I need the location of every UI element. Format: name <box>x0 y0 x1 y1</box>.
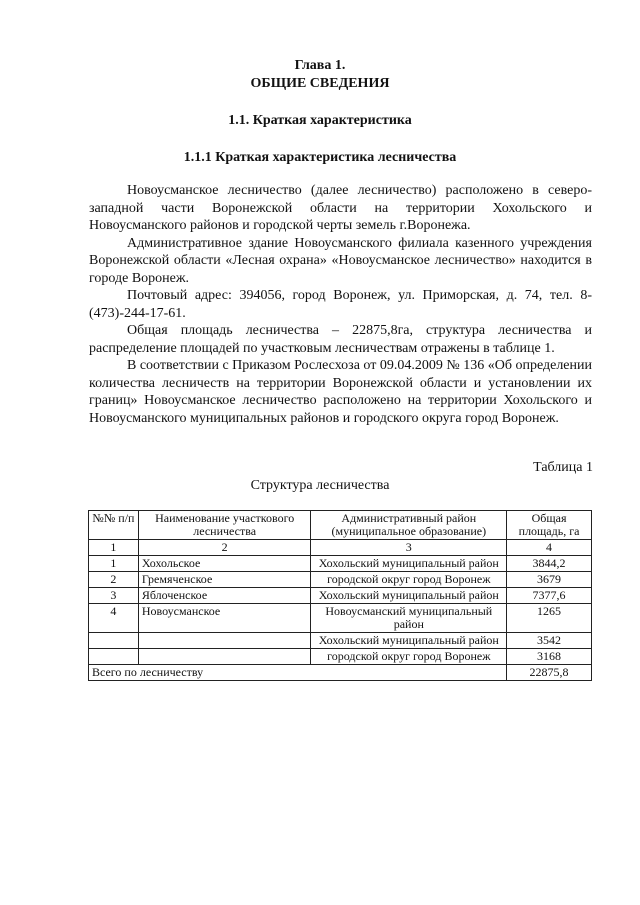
row-district: Новоусманский муниципальный район <box>311 604 507 633</box>
row-forestry-name: Новоусманское <box>138 604 311 633</box>
row-district: Хохольский муниципальный район <box>311 588 507 604</box>
row-area: 3542 <box>507 633 592 649</box>
row-number <box>89 633 139 649</box>
paragraph-postal-address: Почтовый адрес: 394056, город Воронеж, ул. Приморская, д. 74, тел. 8-(473)-244-17-61. <box>89 288 592 321</box>
header-district: Административный район (муниципальное образование) <box>311 511 507 540</box>
row-forestry-name <box>138 649 311 665</box>
row-area: 7377,6 <box>507 588 592 604</box>
total-value: 22875,8 <box>507 665 592 681</box>
table-column-number-row <box>89 540 592 556</box>
paragraph-order: В соответствии с Приказом Рослесхоза от 09.04.2009 № 136 «Об определении количества лесничеств на территории Воронежской области и установлении их границ» Новоусманское лесничество расположено на территории Хохольского и Новоусманского муниципальных районов и городского округа город Воронеж. <box>89 358 592 426</box>
column-number: 2 <box>138 540 311 556</box>
total-label: Всего по лесничеству <box>89 665 507 681</box>
column-number: 1 <box>89 540 139 556</box>
row-number: 4 <box>89 604 139 633</box>
row-forestry-name: Гремяченское <box>138 572 311 588</box>
paragraph-location: Новоусманское лесничество (далее лесничество) расположено в северо- западной части Воронежской области на территории Хохольского и Новоусманского районов и городской черты земель г.Воронежа. <box>89 183 592 233</box>
row-area: 3844,2 <box>507 556 592 572</box>
body-text <box>89 182 592 427</box>
table-row <box>89 604 592 633</box>
table-label: Таблица 1 <box>533 460 593 475</box>
row-number: 2 <box>89 572 139 588</box>
row-area: 1265 <box>507 604 592 633</box>
chapter-number: Глава 1. <box>294 58 346 73</box>
row-forestry-name <box>138 633 311 649</box>
row-forestry-name: Хохольское <box>138 556 311 572</box>
column-number: 4 <box>507 540 592 556</box>
row-district: Хохольский муниципальный район <box>311 556 507 572</box>
table-row <box>89 572 592 588</box>
table-caption: Структура лесничества <box>250 478 390 493</box>
section-title: 1.1. Краткая характеристика <box>228 113 412 128</box>
forestry-structure-table <box>88 510 592 681</box>
row-district: городской округ город Воронеж <box>311 649 507 665</box>
paragraph-total-area: Общая площадь лесничества – 22875,8га, структура лесничества и распределение площадей по участковым лесничествам отражены в таблице 1. <box>89 323 592 356</box>
table-row <box>89 556 592 572</box>
header-area: Общая площадь, га <box>507 511 592 540</box>
header-number: №№ п/п <box>89 511 139 540</box>
table-total-row <box>89 665 592 681</box>
row-district: городской округ город Воронеж <box>311 572 507 588</box>
chapter-title: ОБЩИЕ СВЕДЕНИЯ <box>250 76 390 91</box>
row-number: 3 <box>89 588 139 604</box>
paragraph-admin-building: Административное здание Новоусманского филиала казенного учреждения Воронежской области «Лесная охрана» «Новоусманское лесничество» находится в городе Воронеж. <box>89 235 592 286</box>
subsection-title: 1.1.1 Краткая характеристика лесничества <box>183 150 457 165</box>
table-row <box>89 649 592 665</box>
row-district: Хохольский муниципальный район <box>311 633 507 649</box>
row-area: 3679 <box>507 572 592 588</box>
row-number: 1 <box>89 556 139 572</box>
row-number <box>89 649 139 665</box>
header-name: Наименование участкового лесничества <box>138 511 311 540</box>
row-forestry-name: Яблоченское <box>138 588 311 604</box>
row-area: 3168 <box>507 649 592 665</box>
table-row <box>89 633 592 649</box>
table-header-row <box>89 511 592 540</box>
table-row <box>89 588 592 604</box>
column-number: 3 <box>311 540 507 556</box>
